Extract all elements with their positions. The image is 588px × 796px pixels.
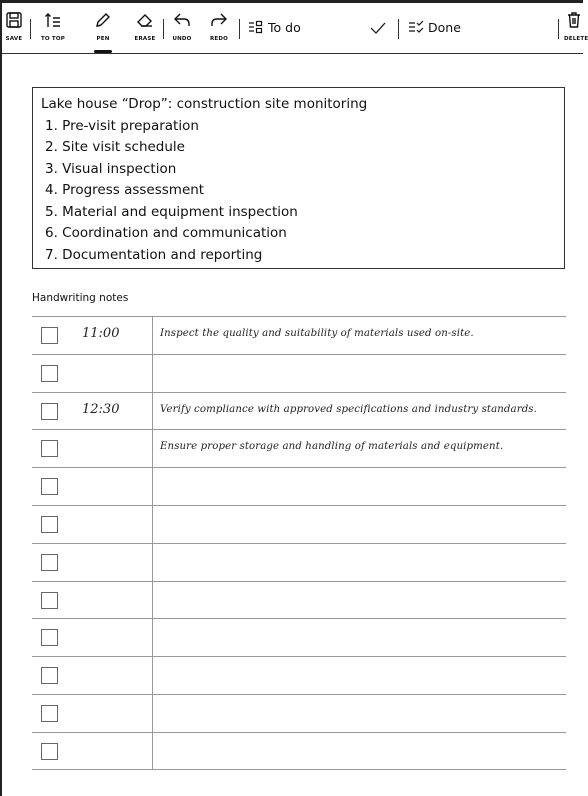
task-checkbox[interactable] [41,403,58,420]
table-row [32,354,566,392]
todo-label: To do [268,20,301,35]
note-cell[interactable]: Inspect the quality and suitability of materials used on-site. [160,328,474,339]
undo-button[interactable] [167,3,197,53]
toolbar-divider [163,19,164,39]
pen-label: PEN [96,36,110,42]
to-top-button[interactable] [38,3,68,53]
pen-icon [94,11,112,29]
erase-label: ERASE [134,36,156,42]
task-checkbox[interactable] [41,516,58,533]
delete-label: DELETE [564,36,588,42]
toolbar-divider [398,19,399,39]
toolbar-divider [239,19,240,39]
note-cell[interactable]: Ensure proper storage and handling of materials and equipment. [160,441,504,453]
undo-icon [173,11,191,29]
pen-button[interactable] [88,3,118,53]
table-row [32,694,566,732]
delete-button[interactable] [563,3,588,53]
redo-icon [210,11,228,29]
to-top-label: TO TOP [40,36,65,42]
section-heading: Handwriting notes [32,292,129,304]
agenda-item: 1. Pre-visit preparation [45,117,199,134]
save-label: SAVE [5,36,23,42]
done-label: Done [428,20,461,35]
agenda-item: 2. Site visit schedule [45,139,185,155]
trash-icon [565,11,583,29]
agenda-item: 7. Documentation and reporting [45,246,263,263]
done-button[interactable] [408,3,478,53]
to-top-icon [44,11,62,29]
agenda-title: Lake house “Drop”: construction site monitoring [41,96,368,112]
agenda-item: 5. Material and equipment inspection [45,203,298,220]
save-button[interactable] [4,3,24,53]
toolbar-divider [30,19,31,39]
todo-table [32,316,566,770]
task-checkbox[interactable] [41,667,58,684]
redo-button[interactable] [204,3,234,53]
task-checkbox[interactable] [41,440,58,457]
table-row [32,543,566,581]
table-row [32,732,566,770]
check-button[interactable] [368,3,388,53]
table-row [32,581,566,619]
done-list-icon [408,20,424,35]
time-cell[interactable]: 11:00 [82,326,120,341]
active-tool-indicator [94,50,112,53]
table-row [32,467,566,505]
eraser-icon [136,11,154,29]
note-cell[interactable]: Verify compliance with approved specifications and industry standards. [160,403,537,415]
time-cell[interactable]: 12:30 [82,401,120,417]
task-checkbox[interactable] [41,743,58,760]
todo-button[interactable] [248,3,318,53]
agenda-item: 3. Visual inspection [45,160,177,177]
task-checkbox[interactable] [41,478,58,495]
table-row [32,656,566,694]
undo-label: UNDO [172,36,192,42]
task-checkbox[interactable] [41,365,58,382]
agenda-item: 6. Coordination and communication [45,225,287,241]
table-row [32,618,566,656]
task-checkbox[interactable] [41,554,58,571]
erase-button[interactable] [130,3,160,53]
table-row [32,505,566,543]
save-icon [5,11,23,29]
task-checkbox[interactable] [41,629,58,646]
todo-list-icon [248,20,263,35]
table-row [32,316,566,354]
table-row [32,429,566,467]
task-checkbox[interactable] [41,592,58,609]
table-row [32,392,566,430]
toolbar-divider [558,19,559,39]
checkmark-icon [370,21,386,35]
toolbar [2,3,588,54]
agenda-textbox[interactable] [32,87,565,269]
task-checkbox[interactable] [41,705,58,722]
redo-label: REDO [209,36,229,42]
task-checkbox[interactable] [41,327,58,344]
agenda-item: 4. Progress assessment [45,182,205,198]
